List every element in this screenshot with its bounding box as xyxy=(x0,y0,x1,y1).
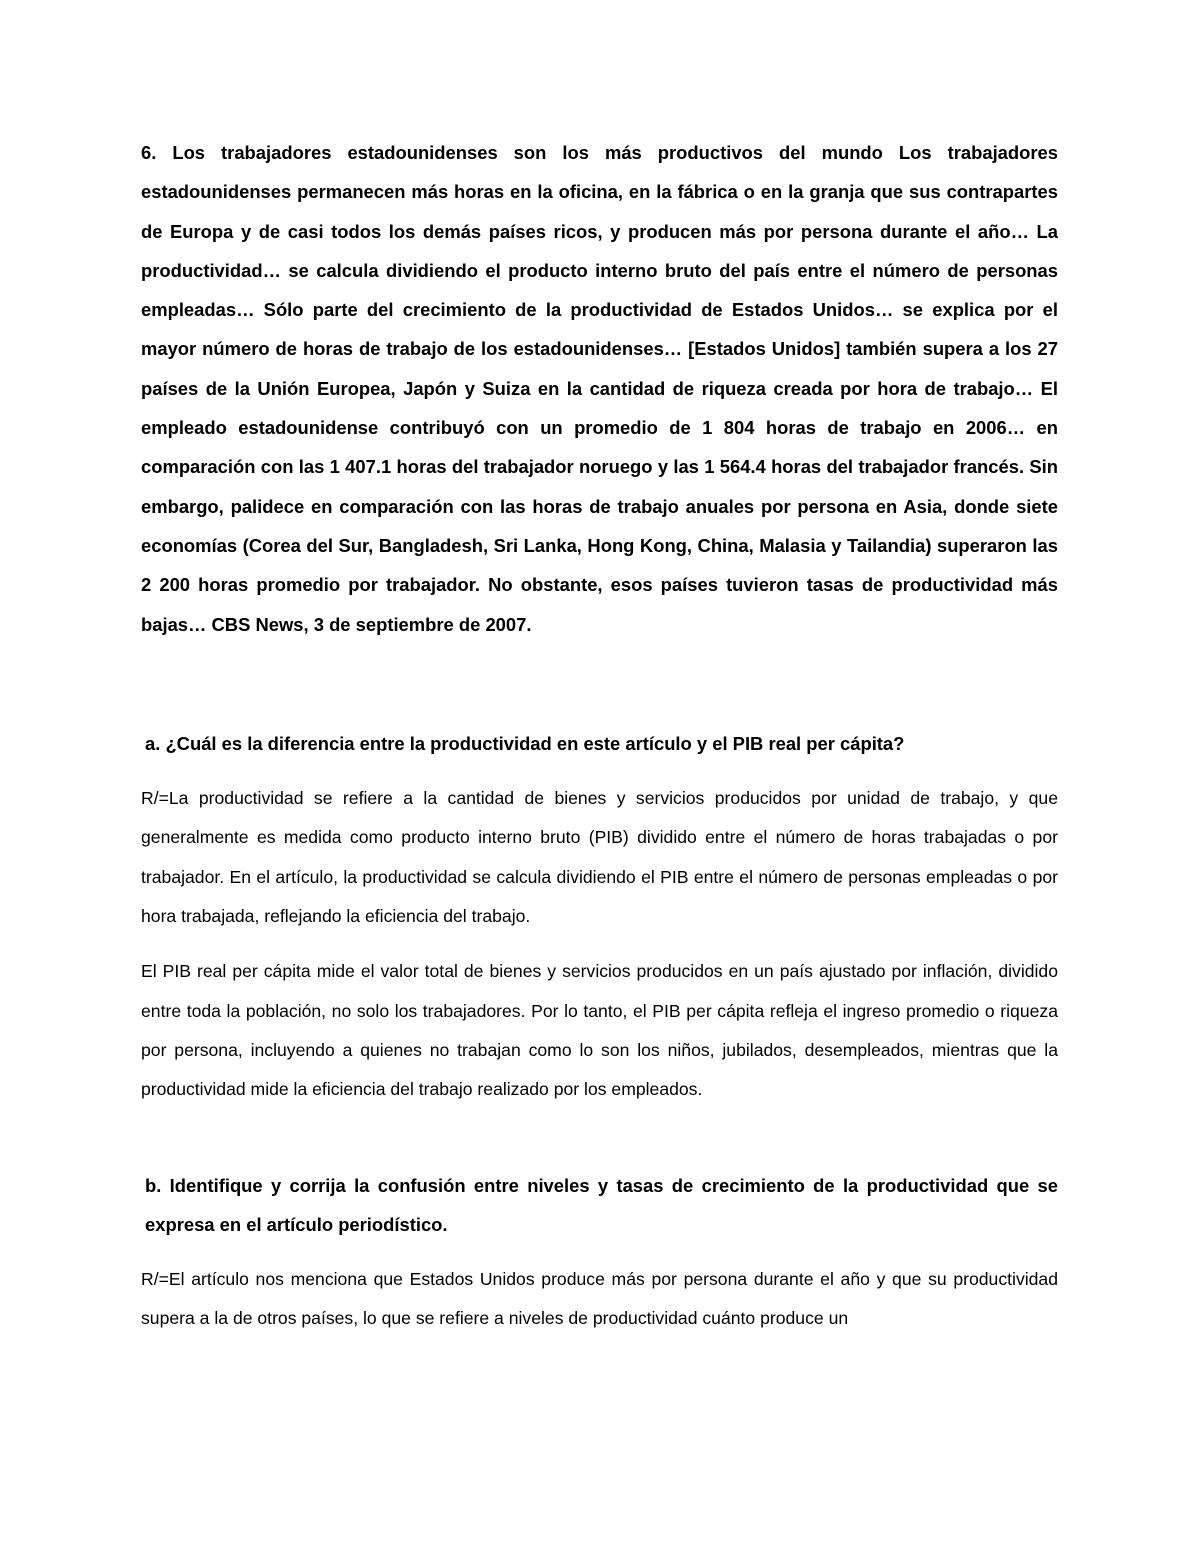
answer-a-paragraph-1: R/=La productividad se refiere a la cantidad de bienes y servicios producidos por unidad de trabajo, y que generalmente es medida como producto interno bruto (PIB) dividido entre el número de horas trabajadas o por trabajador. En el artículo, la productividad se calcula dividiendo el PIB entre el número de personas empleadas o por hora trabajada, reflejando la eficiencia del trabajo. xyxy=(141,788,1058,927)
document-body xyxy=(141,133,1058,1339)
answer-b-paragraph-1: R/=El artículo nos menciona que Estados Unidos produce más por persona durante el año y que su productividad supera a la de otros países, lo que se refiere a niveles de productividad cuánto produce un xyxy=(141,1269,1058,1329)
answer-a-paragraph-2: El PIB real per cápita mide el valor total de bienes y servicios producidos en un país ajustado por inflación, dividido entre toda la población, no solo los trabajadores. Por lo tanto, el PIB per cápita refleja el ingreso promedio o riqueza por persona, incluyendo a quienes no trabajan como lo son los niños, jubilados, desempleados, mientras que la productividad mide la eficiencia del trabajo realizado por los empleados. xyxy=(141,961,1058,1100)
problem-text: 6. Los trabajadores estadounidenses son los más productivos del mundo Los trabajadores estadounidenses permanecen más horas en la oficina, en la fábrica o en la granja que sus contrapartes de Europa y de casi todos los demás países ricos, y producen más por persona durante el año… La productividad… se calcula dividiendo el producto interno bruto del país entre el número de personas empleadas… Sólo parte del crecimiento de la productividad de Estados Unidos… se explica por el mayor número de horas de trabajo de los estadounidenses… [Estados Unidos] también supera a los 27 países de la Unión Europea, Japón y Suiza en la cantidad de riqueza creada por hora de trabajo… El empleado estadounidense contribuyó con un promedio de 1 804 horas de trabajo en 2006… en comparación con las 1 407.1 horas del trabajador noruego y las 1 564.4 horas del trabajador francés. Sin embargo, palidece en comparación con las horas de trabajo anuales por persona en Asia, donde siete economías (Corea del Sur, Bangladesh, Sri Lanka, Hong Kong, China, Malasia y Tailandia) superaron las 2 200 horas promedio por trabajador. No obstante, esos países tuvieron tasas de productividad más bajas… CBS News, 3 de septiembre de 2007. xyxy=(141,142,1058,635)
question-b: b. Identifique y corrija la confusión entre niveles y tasas de crecimiento de la productividad que se expresa en el artículo periodístico. xyxy=(145,1174,1058,1235)
question-a: a. ¿Cuál es la diferencia entre la productividad en este artículo y el PIB real per cápita? xyxy=(145,732,905,754)
